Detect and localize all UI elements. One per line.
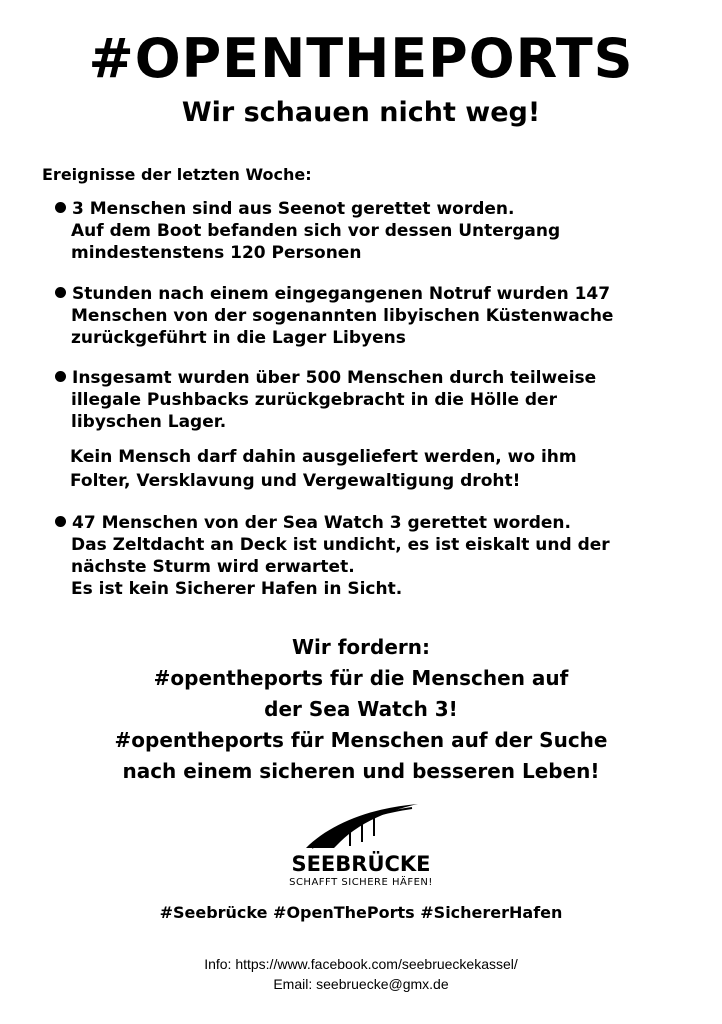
demands-block xyxy=(0,632,722,787)
bridge-icon xyxy=(300,802,420,852)
event-bullet xyxy=(55,198,675,264)
brand-name: SEEBRÜCKE xyxy=(291,852,431,876)
bullet-line: Stunden nach einem eingegangenen Notruf wurden 147 xyxy=(72,284,611,304)
bullet-line: Das Zeltdacht an Deck ist undicht, es ist eiskalt und der xyxy=(71,535,610,555)
bullet-line: illegale Pushbacks zurückgebracht in die Hölle der xyxy=(71,390,557,410)
page-title: #OPENTHEPORTS xyxy=(88,27,634,90)
demands-line: nach einem sicheren und besseren Leben! xyxy=(122,759,600,783)
bullet-line: zurückgeführt in die Lager Libyens xyxy=(71,328,406,348)
bullet-line: libyschen Lager. xyxy=(71,412,227,432)
email-info: Email: seebruecke@gmx.de xyxy=(273,976,449,992)
emphasis-line: Folter, Versklavung und Vergewaltigung droht! xyxy=(70,471,521,491)
brand-tagline: SCHAFFT SICHERE HÄFEN! xyxy=(289,877,433,888)
events-heading: Ereignisse der letzten Woche: xyxy=(42,165,312,184)
emphasis-statement xyxy=(70,445,690,493)
facebook-info: Info: https://www.facebook.com/seebrueckekassel/ xyxy=(204,956,518,972)
bullet-line: nächste Sturm wird erwartet. xyxy=(71,557,355,577)
demands-line: #opentheports für die Menschen auf xyxy=(153,666,569,690)
demands-line: #opentheports für Menschen auf der Suche xyxy=(114,728,608,752)
info-block xyxy=(0,954,722,994)
emphasis-line: Kein Mensch darf dahin ausgeliefert werden, wo ihm xyxy=(70,447,577,467)
bullet-line: 47 Menschen von der Sea Watch 3 gerettet worden. xyxy=(72,513,571,533)
bullet-dot-icon xyxy=(55,202,66,213)
hashtags-line: #Seebrücke #OpenThePorts #SichererHafen xyxy=(159,903,563,922)
bullet-dot-icon xyxy=(55,516,66,527)
bullet-line: Menschen von der sogenannten libyischen Küstenwache xyxy=(71,306,614,326)
bullet-line: Es ist kein Sicherer Hafen in Sicht. xyxy=(71,579,403,599)
bullet-line: Auf dem Boot befanden sich vor dessen Untergang xyxy=(71,221,561,241)
event-bullet xyxy=(55,512,675,600)
bullet-dot-icon xyxy=(55,371,66,382)
bullet-line: Insgesamt wurden über 500 Menschen durch teilweise xyxy=(72,368,597,388)
event-bullet xyxy=(55,367,675,433)
event-bullet xyxy=(55,283,675,349)
bullet-dot-icon xyxy=(55,287,66,298)
page-subtitle: Wir schauen nicht weg! xyxy=(181,97,541,128)
demands-line: der Sea Watch 3! xyxy=(264,697,458,721)
demands-line: Wir fordern: xyxy=(291,635,431,659)
bullet-line: 3 Menschen sind aus Seenot gerettet worden. xyxy=(72,199,515,219)
bullet-line: mindestenstens 120 Personen xyxy=(71,243,362,263)
